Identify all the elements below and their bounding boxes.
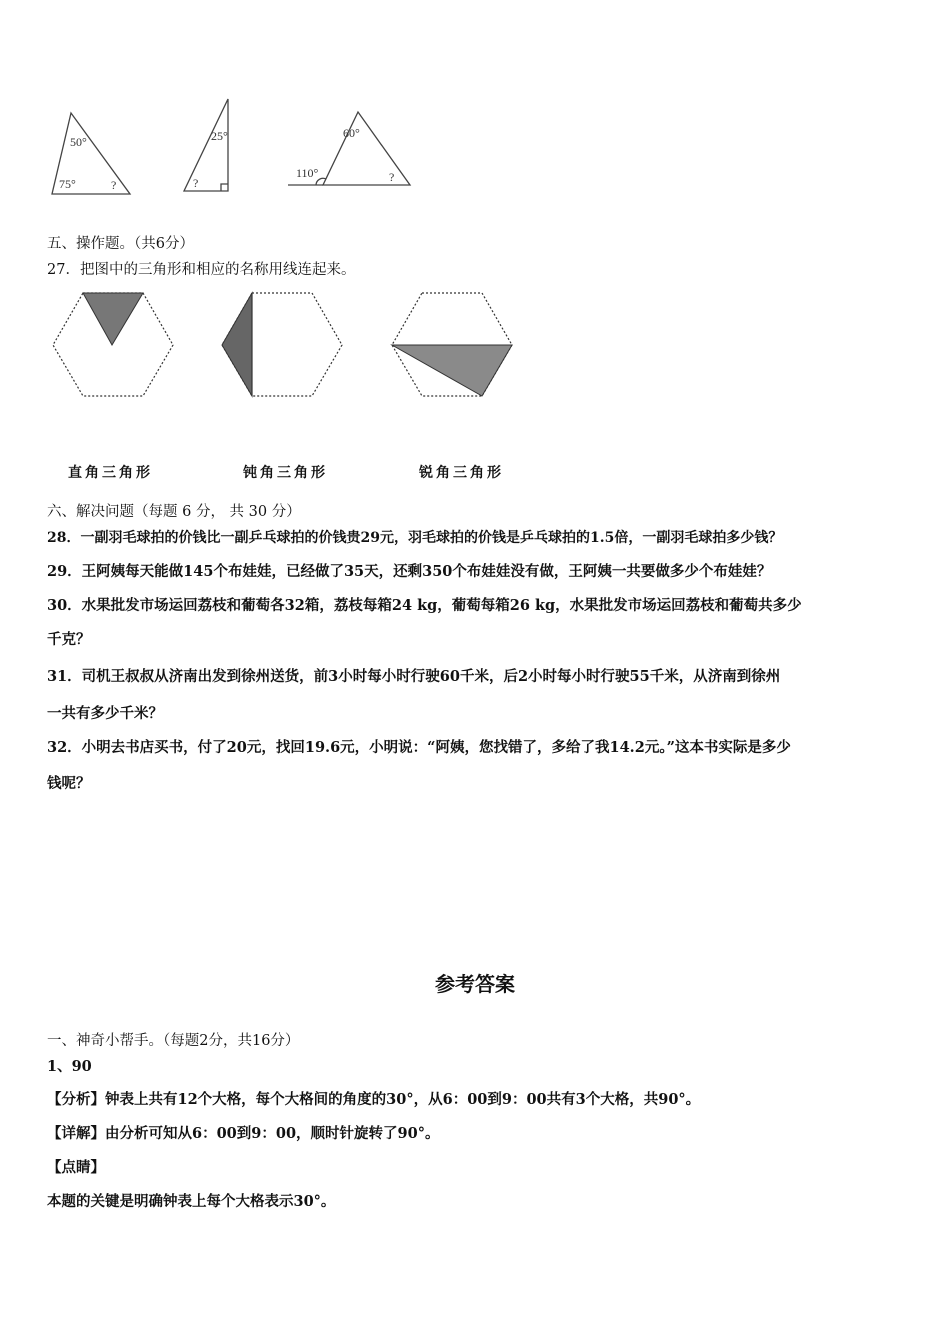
triangle-3-angle-unknown: ? <box>389 170 395 184</box>
answer-1: 1、90 <box>47 1058 92 1075</box>
hexagon-2 <box>222 293 342 396</box>
answer-1-comment-label: 【点睛】 <box>47 1159 105 1176</box>
label-right-triangle: 直角三角形 <box>68 465 153 481</box>
question-32-line1: 32．小明去书店买书，付了20元，找回19.6元，小明说：“阿姨，您找错了，多给了我14.2元。”这本书实际是多少 <box>47 739 791 756</box>
triangle-2-angle-top: 25° <box>211 129 228 143</box>
question-28: 28．一副羽毛球拍的价钱比一副乒乓球拍的价钱贵29元，羽毛球拍的价钱是乒乓球拍的1.5倍，一副羽毛球拍多少钱？ <box>47 530 783 546</box>
label-acute-triangle: 锐角三角形 <box>419 465 504 481</box>
triangle-2-angle-unknown: ? <box>193 176 199 190</box>
question-30-line1: 30．水果批发市场运回荔枝和葡萄各32箱，荔枝每箱24 kg，葡萄每箱26 kg，水果批发市场运回荔枝和葡萄共多少 <box>47 597 802 614</box>
label-obtuse-triangle: 钝角三角形 <box>243 465 328 481</box>
answer-1-comment: 本题的关键是明确钟表上每个大格表示30°。 <box>47 1193 336 1210</box>
question-31-line2: 一共有多少千米？ <box>47 705 163 722</box>
question-32-line2: 钱呢？ <box>47 775 91 792</box>
question-30-line2: 千克？ <box>47 631 91 648</box>
question-31-line1: 31．司机王叔叔从济南出发到徐州送货，前3小时每小时行驶60千米，后2小时每小时行驶55千米，从济南到徐州 <box>47 668 781 685</box>
question-29: 29．王阿姨每天能做145个布娃娃，已经做了35天，还剩350个布娃娃没有做，王阿姨一共要做多少个布娃娃？ <box>47 563 772 580</box>
answer-1-analysis: 【分析】钟表上共有12个大格，每个大格间的角度的30°，从6：00到9：00共有3个大格，共90°。 <box>47 1091 701 1108</box>
answers-title: 参考答案 <box>435 972 515 996</box>
triangle-3-angle-top: 60° <box>343 126 360 140</box>
section6-heading: 六、解决问题（每题 6 分， 共 30 分） <box>47 504 301 520</box>
triangle-1-angle-left: 75° <box>59 177 76 191</box>
triangle-2 <box>184 99 228 191</box>
question-27: 27．把图中的三角形和相应的名称用线连起来。 <box>47 262 356 278</box>
answer-1-detail: 【详解】由分析可知从6：00到9：00，顺时针旋转了90°。 <box>47 1125 440 1142</box>
hexagons-figure <box>45 285 525 405</box>
triangle-1-angle-top: 50° <box>70 135 87 149</box>
triangle-3-exterior-angle: 110° <box>296 166 319 180</box>
angle-triangles-figure <box>40 90 430 205</box>
triangle-1-angle-unknown: ? <box>111 178 117 192</box>
answers-section1-heading: 一、神奇小帮手。（每题2分，共16分） <box>47 1033 300 1049</box>
section5-heading: 五、操作题。（共6分） <box>47 236 194 252</box>
hexagon-3 <box>392 293 512 396</box>
hexagon-1 <box>53 293 173 396</box>
